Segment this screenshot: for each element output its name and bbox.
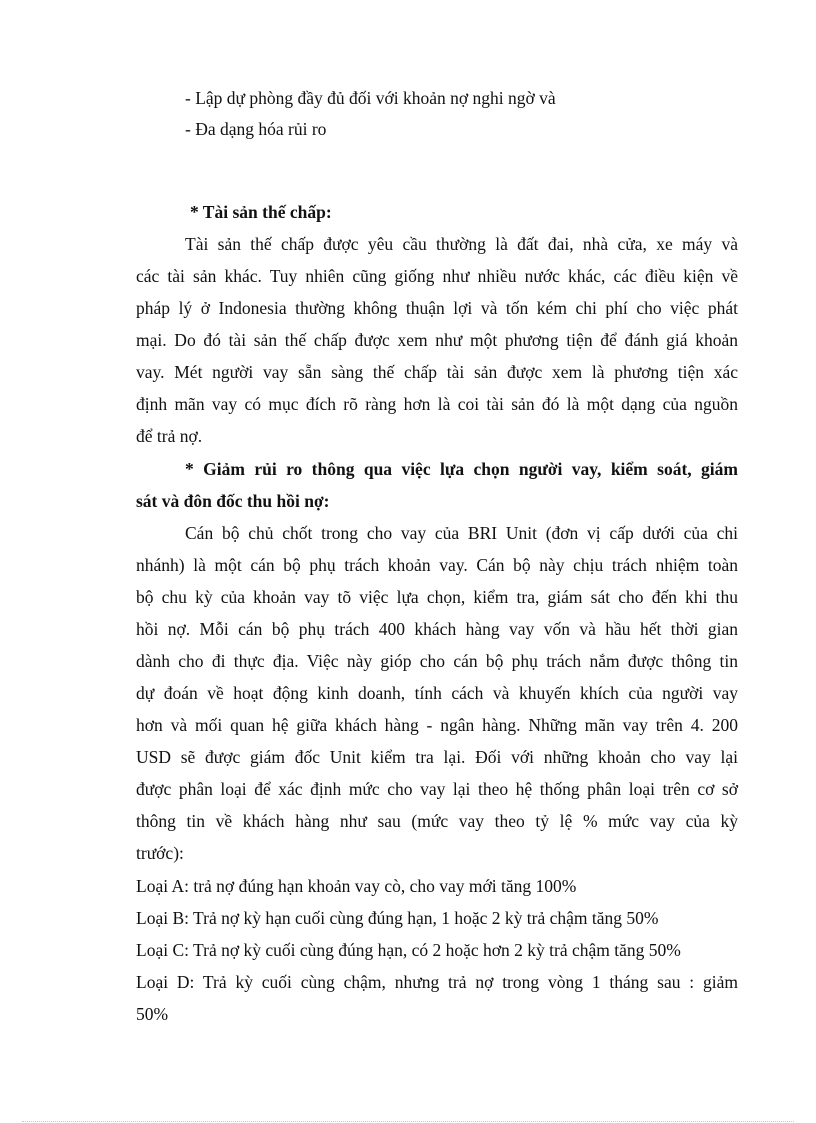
bullet-diversification: - Đa dạng hóa rủi ro bbox=[185, 119, 327, 139]
classification-a: Loại A: trả nợ đúng hạn khoản vay cò, cho vay mới tăng 100% bbox=[136, 876, 577, 896]
classification-d-continued: 50% bbox=[136, 1004, 169, 1024]
paragraph-line: dự đoán về hoạt động kinh doanh, tính cách và khuyến khích của người vay bbox=[136, 683, 738, 703]
heading-risk-line1: * Giảm rủi ro thông qua việc lựa chọn người vay, kiểm soát, giám bbox=[185, 459, 738, 479]
paragraph-line: trước): bbox=[136, 843, 184, 863]
heading-risk-line2: sát và đôn đốc thu hồi nợ: bbox=[136, 491, 330, 511]
heading-collateral: * Tài sản thế chấp: bbox=[190, 202, 332, 222]
paragraph-line: Tài sản thế chấp được yêu cầu thường là đất đai, nhà cửa, xe máy và bbox=[185, 234, 738, 254]
paragraph-line: bộ chu kỳ của khoản vay tõ việc lựa chọn, kiểm tra, giám sát cho đến khi thu bbox=[136, 587, 738, 607]
paragraph-line: nhánh) là một cán bộ phụ trách khoản vay. Cán bộ này chịu trách nhiệm toàn bbox=[136, 555, 738, 575]
classification-d: Loại D: Trả kỳ cuối cùng chậm, nhưng trả nợ trong vòng 1 tháng sau : giảm bbox=[136, 972, 738, 992]
page-bottom-divider bbox=[22, 1121, 794, 1122]
paragraph-line: để trả nợ. bbox=[136, 426, 203, 446]
paragraph-line: hồi nợ. Mỗi cán bộ phụ trách 400 khách hàng vay vốn và hầu hết thời gian bbox=[136, 619, 738, 639]
classification-c: Loại C: Trả nợ kỳ cuối cùng đúng hạn, có 2 hoặc hơn 2 kỳ trả chậm tăng 50% bbox=[136, 940, 681, 960]
paragraph-line: định mãn vay có mục đích rõ ràng hơn là coi tài sản đó là một dạng của nguồn bbox=[136, 394, 738, 414]
paragraph-line: dành cho đi thực địa. Việc này gióp cho cán bộ phụ trách nắm được thông tin bbox=[136, 651, 738, 671]
bullet-provisioning: - Lập dự phòng đầy đủ đối với khoản nợ nghi ngờ và bbox=[185, 88, 556, 108]
paragraph-line: được phân loại để xác định mức cho vay lại theo hệ thống phân loại trên cơ sở bbox=[136, 779, 738, 799]
paragraph-line: hơn và mối quan hệ giữa khách hàng - ngân hàng. Những mãn vay trên 4. 200 bbox=[136, 715, 738, 735]
paragraph-line: mại. Do đó tài sản thế chấp được xem như một phương tiện để đánh giá khoản bbox=[136, 330, 738, 350]
paragraph-line: USD sẽ được giám đốc Unit kiểm tra lại. Đối với những khoản cho vay lại bbox=[136, 747, 738, 767]
classification-b: Loại B: Trả nợ kỳ hạn cuối cùng đúng hạn, 1 hoặc 2 kỳ trả chậm tăng 50% bbox=[136, 908, 659, 928]
paragraph-line: thông tin về khách hàng như sau (mức vay theo tỷ lệ % mức vay của kỳ bbox=[136, 811, 738, 831]
paragraph-line: vay. Mét người vay sẵn sàng thế chấp tài sản được xem là phương tiện xác bbox=[136, 362, 738, 382]
paragraph-line: Cán bộ chủ chốt trong cho vay của BRI Unit (đơn vị cấp dưới của chi bbox=[185, 523, 738, 543]
paragraph-line: các tài sản khác. Tuy nhiên cũng giống như nhiều nước khác, các điều kiện về bbox=[136, 266, 738, 286]
paragraph-line: pháp lý ở Indonesia thường không thuận lợi và tốn kém chi phí cho việc phát bbox=[136, 298, 738, 318]
